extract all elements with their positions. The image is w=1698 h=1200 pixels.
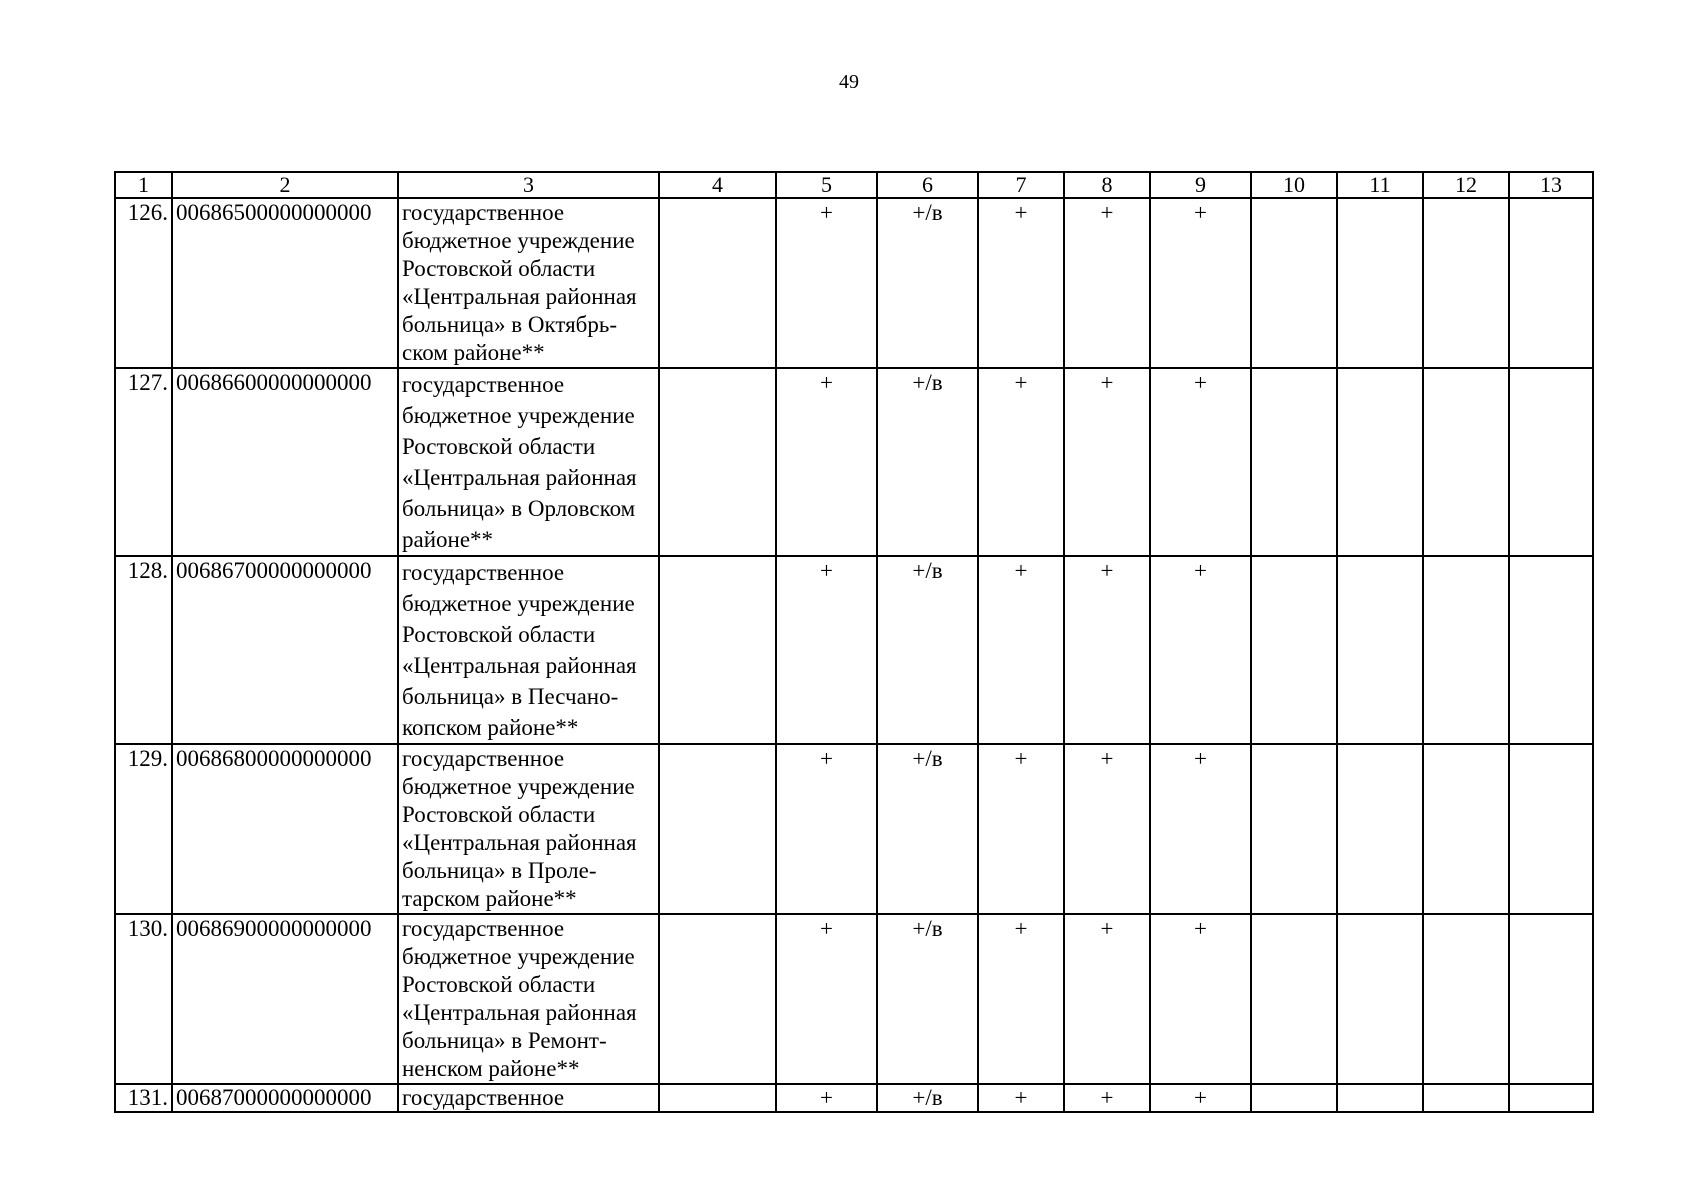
cell-col-13 [1509,914,1593,1084]
cell-col-8: + [1064,198,1150,368]
cell-col-9: + [1150,1084,1251,1112]
cell-col-6: +/в [877,1084,978,1112]
cell-col-5: + [776,368,877,556]
cell-col-11 [1337,744,1423,914]
cell-col-9: + [1150,556,1251,744]
cell-col-7: + [978,556,1064,744]
cell-col-10 [1251,744,1337,914]
cell-col-11 [1337,556,1423,744]
cell-col-7: + [978,1084,1064,1112]
cell-col-11 [1337,1084,1423,1112]
cell-col-12 [1423,914,1509,1084]
cell-col-10 [1251,556,1337,744]
cell-col-5: + [776,914,877,1084]
table-row [115,368,1593,556]
cell-col-4 [659,368,776,556]
row-number: 126. [115,198,172,368]
cell-col-5: + [776,198,877,368]
cell-col-13 [1509,368,1593,556]
cell-col-9: + [1150,914,1251,1084]
column-header: 10 [1251,172,1337,198]
cell-col-4 [659,914,776,1084]
row-code: 00686800000000000 [172,744,398,914]
cell-col-7: + [978,914,1064,1084]
column-header: 11 [1337,172,1423,198]
column-header: 7 [978,172,1064,198]
cell-col-13 [1509,1084,1593,1112]
cell-col-12 [1423,744,1509,914]
table-row [115,914,1593,1084]
cell-col-4 [659,556,776,744]
cell-col-12 [1423,198,1509,368]
table-row [115,556,1593,744]
row-code: 00687000000000000 [172,1084,398,1112]
row-institution-name: государственное бюджетное учреждение Ростовской области «Центральная районная больница» в Песчано- копском районе** [398,556,659,744]
cell-col-6: +/в [877,556,978,744]
cell-col-8: + [1064,368,1150,556]
row-code: 00686700000000000 [172,556,398,744]
row-number: 130. [115,914,172,1084]
column-header: 12 [1423,172,1509,198]
cell-col-5: + [776,556,877,744]
cell-col-11 [1337,914,1423,1084]
cell-col-5: + [776,744,877,914]
cell-col-7: + [978,368,1064,556]
table-row [115,198,1593,368]
column-header: 1 [115,172,172,198]
column-header: 3 [398,172,659,198]
column-header: 5 [776,172,877,198]
row-institution-name: государственное бюджетное учреждение Ростовской области «Центральная районная больница» в Проле- тарском районе** [398,744,659,914]
row-number: 129. [115,744,172,914]
cell-col-12 [1423,368,1509,556]
cell-col-9: + [1150,198,1251,368]
row-institution-name: государственное бюджетное учреждение Ростовской области «Центральная районная больница» в Ремонт- ненском районе** [398,914,659,1084]
cell-col-6: +/в [877,914,978,1084]
registry-table [114,171,1594,1113]
cell-col-9: + [1150,744,1251,914]
cell-col-12 [1423,556,1509,744]
cell-col-11 [1337,368,1423,556]
header-row [115,172,1593,198]
row-code: 00686900000000000 [172,914,398,1084]
cell-col-7: + [978,198,1064,368]
cell-col-11 [1337,198,1423,368]
row-code: 00686600000000000 [172,368,398,556]
column-header: 6 [877,172,978,198]
cell-col-10 [1251,914,1337,1084]
cell-col-8: + [1064,914,1150,1084]
column-header: 13 [1509,172,1593,198]
cell-col-10 [1251,1084,1337,1112]
row-number: 128. [115,556,172,744]
row-number: 131. [115,1084,172,1112]
row-code: 00686500000000000 [172,198,398,368]
row-institution-name: государственное бюджетное учреждение Ростовской области «Центральная районная больница» в Орловском районе** [398,368,659,556]
cell-col-6: +/в [877,198,978,368]
cell-col-8: + [1064,744,1150,914]
row-number: 127. [115,368,172,556]
column-header: 8 [1064,172,1150,198]
cell-col-8: + [1064,556,1150,744]
row-institution-name: государственное [398,1084,659,1112]
column-header: 2 [172,172,398,198]
column-header: 9 [1150,172,1251,198]
cell-col-10 [1251,198,1337,368]
row-institution-name: государственное бюджетное учреждение Ростовской области «Центральная районная больница» в Октябрь- ском районе** [398,198,659,368]
page-number: 49 [839,71,859,93]
cell-col-4 [659,1084,776,1112]
cell-col-9: + [1150,368,1251,556]
cell-col-5: + [776,1084,877,1112]
cell-col-4 [659,198,776,368]
cell-col-13 [1509,556,1593,744]
cell-col-6: +/в [877,368,978,556]
cell-col-8: + [1064,1084,1150,1112]
table-row [115,744,1593,914]
cell-col-10 [1251,368,1337,556]
table-row [115,1084,1593,1112]
cell-col-13 [1509,198,1593,368]
cell-col-13 [1509,744,1593,914]
cell-col-6: +/в [877,744,978,914]
cell-col-4 [659,744,776,914]
cell-col-12 [1423,1084,1509,1112]
column-header: 4 [659,172,776,198]
cell-col-7: + [978,744,1064,914]
